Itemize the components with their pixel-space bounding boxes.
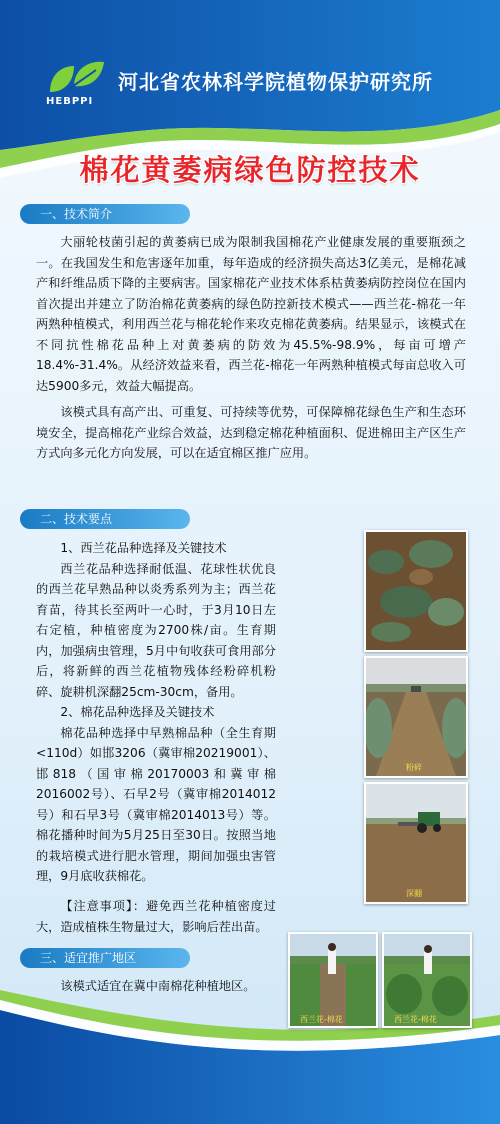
photo-caption-crushing: 粉碎 <box>406 763 422 772</box>
section-intro-body <box>36 232 466 464</box>
section-heading-region: 三、适宜推广地区 <box>20 948 190 968</box>
cotton-field-image-left <box>290 934 376 1026</box>
broccoli-residue-image <box>366 532 466 650</box>
subheading-broccoli: 1、西兰花品种选择及关键技术 <box>60 541 227 555</box>
logo-text: HEBPPI <box>46 96 94 107</box>
institute-name: 河北省农林科学院植物保护研究所 <box>118 70 433 94</box>
notice-block <box>36 896 276 937</box>
photo-deep-plowing <box>364 782 468 904</box>
section-heading-key-points: 二、技术要点 <box>20 509 190 529</box>
photo-crushing <box>364 656 468 778</box>
broccoli-paragraph: 西兰花品种选择耐低温、花球性状优良的西兰花早熟品种以炎秀系列为主；西兰花育苗，待其长至两叶一心时，于3月10日左右定植，种植密度为2700株/亩。生育期内，加强病虫管理，5月中旬收获可食用部分后，将新鲜的西兰花植物残体经粉碎机粉碎、旋耕机深翻25cm-30cm，备用。 <box>36 561 276 699</box>
section-key-points-body <box>36 538 276 887</box>
photo-field-right <box>382 932 472 1028</box>
photo-broccoli-residue <box>364 530 468 652</box>
photo-field-left <box>288 932 378 1028</box>
region-paragraph: 该模式适宜在冀中南棉花种植地区。 <box>60 979 256 993</box>
photo-caption-left: 西兰花-棉花 <box>300 1015 343 1024</box>
section-heading-intro: 一、技术简介 <box>20 204 190 224</box>
subheading-cotton: 2、棉花品种选择及关键技术 <box>60 705 215 719</box>
intro-paragraph-1: 大丽轮枝菌引起的黄萎病已成为限制我国棉花产业健康发展的重要瓶颈之一。在我国发生和危害逐年加重，每年造成的经济损失高达3亿美元，是棉花减产和纤维品质下降的主要病害。国家棉花产业技术体系枯黄萎病防控岗位在国内首次提出并建立了防治棉花黄萎病的绿色防控新技术模式——西兰花-棉花一年两熟种植模式，利用西兰花与棉花轮作来攻克棉花黄萎病。结果显示，该模式在不同抗性棉花品种上对黄萎病的防效为45.5%-98.9%，每亩可增产18.4%-31.4%。从经济效益来看，西兰花-棉花一年两熟种植模式每亩总收入可达5900多元，效益大幅提高。 <box>36 235 466 393</box>
photo-caption-plowing: 深翻 <box>406 889 422 898</box>
deep-plowing-image <box>366 784 466 902</box>
section-region-body <box>36 976 286 997</box>
crushing-field-image <box>366 658 466 776</box>
intro-paragraph-2: 该模式具有高产出、可重复、可持续等优势，可保障棉花绿色生产和生态环境安全，提高棉花产业综合效益，达到稳定棉花种植面积、促进棉田主产区生产方式向多元化方向发展，可以在适宜棉区推广应用。 <box>36 405 466 460</box>
photo-caption-right: 西兰花-棉花 <box>394 1015 437 1024</box>
cotton-field-image-right <box>384 934 470 1026</box>
cotton-paragraph: 棉花品种选择中早熟棉品种（全生育期<110d）如邯3206（冀审棉20219001）、邯818（国审棉20170003和冀审棉2016002号）、石早2号（冀审棉2014012号）和石早3号（冀审棉2014013号）等。棉花播种时间为5月25日至30日。按照当地的栽培模式进行肥水管理，期间加强虫害管理，9月底收获棉花。 <box>36 725 276 883</box>
notice-paragraph: 【注意事项】：避免西兰花种植密度过大，造成植株生物量过大，影响后茬出苗。 <box>36 899 276 934</box>
page-title: 棉花黄萎病绿色防控技术 <box>79 153 421 187</box>
